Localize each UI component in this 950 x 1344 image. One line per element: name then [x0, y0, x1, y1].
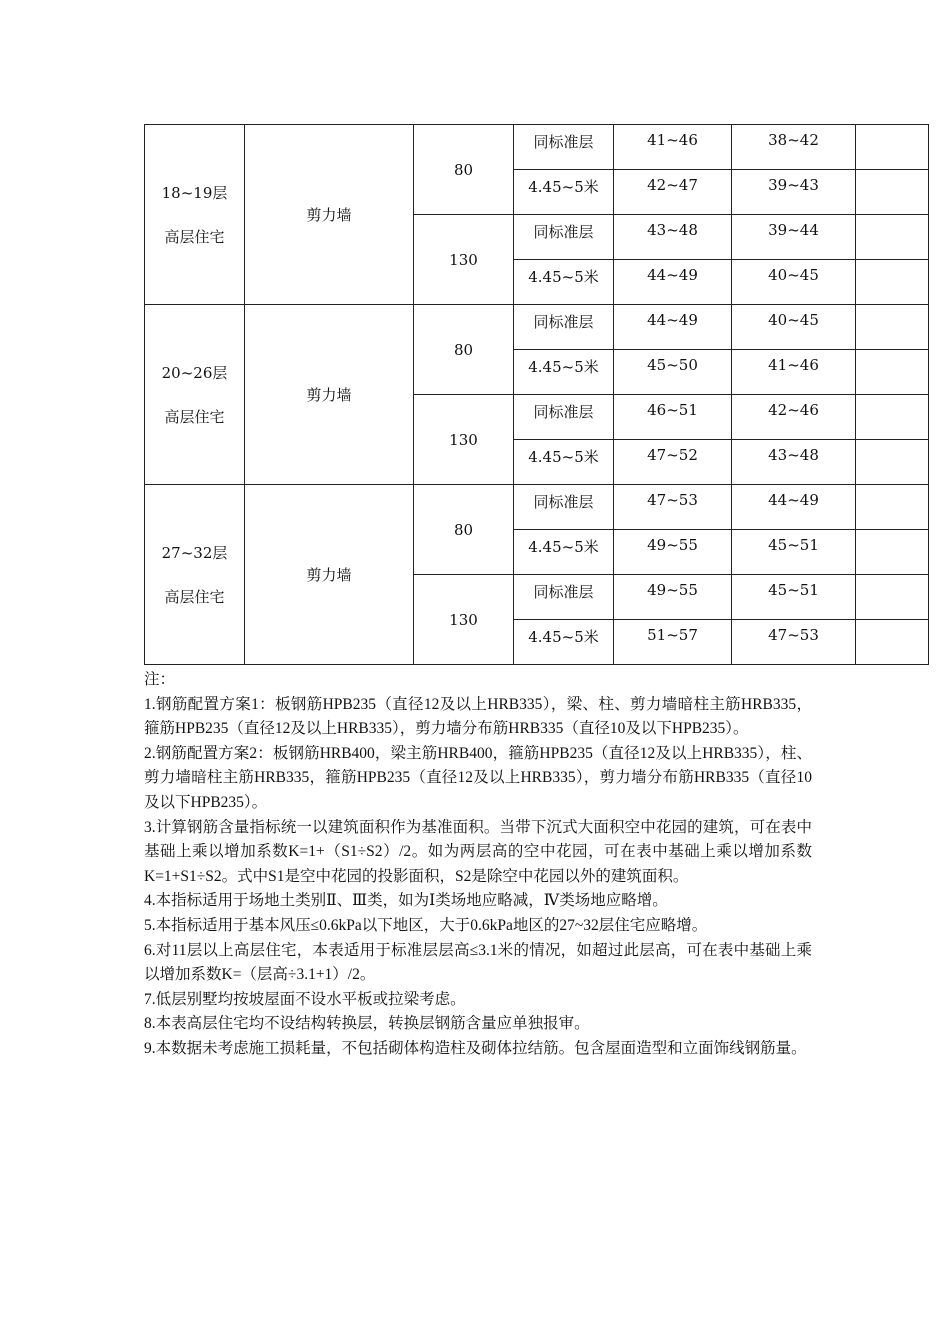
scheme-1-value-cell: 51~57	[614, 620, 732, 665]
remark-cell	[856, 170, 929, 215]
notes-section	[144, 668, 812, 1062]
floor-range: 18~19层	[161, 183, 228, 202]
slab-thickness-cell: 80	[414, 125, 514, 215]
building-type: 高层住宅	[164, 227, 225, 246]
scheme-1-value-cell: 49~55	[614, 575, 732, 620]
floor-range-cell	[145, 305, 245, 485]
building-type: 高层住宅	[164, 587, 225, 606]
scheme-2-value-cell: 47~53	[732, 620, 856, 665]
floor-height-cell: 同标准层	[514, 485, 614, 530]
scheme-1-value-cell: 47~52	[614, 440, 732, 485]
scheme-1-value-cell: 49~55	[614, 530, 732, 575]
structure-type-cell: 剪力墙	[245, 485, 414, 665]
note-item: 6.对11层以上高层住宅，本表适用于标准层层高≤3.1米的情况，如超过此层高，可在表中基础上乘以增加系数K=（层高÷3.1+1）/2。	[144, 941, 812, 984]
table-row	[145, 305, 929, 350]
remark-cell	[856, 215, 929, 260]
scheme-2-value-cell: 41~46	[732, 350, 856, 395]
scheme-1-value-cell: 47~53	[614, 485, 732, 530]
note-item: 2.钢筋配置方案2：板钢筋HRB400，梁主筋HRB400，箍筋HPB235（直径12及以上HRB335），柱、剪力墙暗柱主筋HRB335，箍筋HPB235（直径12及以上HRB335），剪力墙分布筋HRB335（直径10及以下HPB235）。	[144, 744, 812, 811]
floor-height-cell: 4.45~5米	[514, 620, 614, 665]
remark-cell	[856, 485, 929, 530]
notes-list	[144, 693, 812, 1062]
note-item: 8.本表高层住宅均不设结构转换层，转换层钢筋含量应单独报审。	[144, 1015, 590, 1033]
scheme-1-value-cell: 45~50	[614, 350, 732, 395]
floor-height-cell: 同标准层	[514, 305, 614, 350]
scheme-2-value-cell: 44~49	[732, 485, 856, 530]
scheme-2-value-cell: 40~45	[732, 305, 856, 350]
floor-height-cell: 同标准层	[514, 575, 614, 620]
scheme-1-value-cell: 42~47	[614, 170, 732, 215]
remark-cell	[856, 260, 929, 305]
scheme-2-value-cell: 39~43	[732, 170, 856, 215]
remark-cell	[856, 305, 929, 350]
scheme-2-value-cell: 40~45	[732, 260, 856, 305]
note-item: 1.钢筋配置方案1：板钢筋HPB235（直径12及以上HRB335），梁、柱、剪力墙暗柱主筋HRB335，箍筋HPB235（直径12及以上HRB335），剪力墙分布筋HRB335（直径10及以下HPB235）。	[144, 695, 812, 738]
steel-content-table	[144, 124, 929, 665]
table-row	[145, 485, 929, 530]
remark-cell	[856, 530, 929, 575]
remark-cell	[856, 440, 929, 485]
floor-range: 20~26层	[161, 363, 228, 382]
note-item: 4.本指标适用于场地土类别Ⅱ、Ⅲ类，如为Ⅰ类场地应略减，Ⅳ类场地应略增。	[144, 892, 668, 910]
slab-thickness-cell: 130	[414, 395, 514, 485]
remark-cell	[856, 575, 929, 620]
remark-cell	[856, 395, 929, 440]
building-type: 高层住宅	[164, 407, 225, 426]
scheme-1-value-cell: 46~51	[614, 395, 732, 440]
slab-thickness-cell: 130	[414, 215, 514, 305]
floor-range-cell	[145, 125, 245, 305]
scheme-2-value-cell: 42~46	[732, 395, 856, 440]
floor-height-cell: 同标准层	[514, 215, 614, 260]
floor-height-cell: 4.45~5米	[514, 170, 614, 215]
notes-title: 注：	[144, 671, 176, 688]
note-item: 3.计算钢筋含量指标统一以建筑面积作为基准面积。当带下沉式大面积空中花园的建筑，可在表中基础上乘以增加系数K=1+（S1÷S2）/2。如为两层高的空中花园，可在表中基础上乘以增加系数K=1+S1÷S2。式中S1是空中花园的投影面积，S2是除空中花园以外的建筑面积。	[144, 818, 812, 885]
scheme-2-value-cell: 38~42	[732, 125, 856, 170]
floor-height-cell: 4.45~5米	[514, 530, 614, 575]
remark-cell	[856, 350, 929, 395]
floor-height-cell: 同标准层	[514, 125, 614, 170]
remark-cell	[856, 620, 929, 665]
scheme-2-value-cell: 45~51	[732, 575, 856, 620]
floor-height-cell: 4.45~5米	[514, 260, 614, 305]
note-item: 5.本指标适用于基本风压≤0.6kPa以下地区，大于0.6kPa地区的27~32层住宅应略增。	[144, 916, 708, 934]
scheme-2-value-cell: 45~51	[732, 530, 856, 575]
slab-thickness-cell: 80	[414, 305, 514, 395]
floor-height-cell: 4.45~5米	[514, 350, 614, 395]
scheme-1-value-cell: 44~49	[614, 305, 732, 350]
structure-type-cell: 剪力墙	[245, 305, 414, 485]
slab-thickness-cell: 130	[414, 575, 514, 665]
structure-type-cell: 剪力墙	[245, 125, 414, 305]
note-item: 7.低层别墅均按坡屋面不设水平板或拉梁考虑。	[144, 990, 466, 1008]
floor-height-cell: 同标准层	[514, 395, 614, 440]
slab-thickness-cell: 80	[414, 485, 514, 575]
scheme-1-value-cell: 43~48	[614, 215, 732, 260]
floor-range-cell	[145, 485, 245, 665]
floor-range: 27~32层	[161, 543, 228, 562]
scheme-2-value-cell: 43~48	[732, 440, 856, 485]
floor-height-cell: 4.45~5米	[514, 440, 614, 485]
note-item: 9.本数据未考虑施工损耗量，不包括砌体构造柱及砌体拉结筋。包含屋面造型和立面饰线钢筋量。	[144, 1039, 807, 1057]
scheme-1-value-cell: 41~46	[614, 125, 732, 170]
table-row	[145, 125, 929, 170]
table-body	[145, 125, 929, 665]
scheme-2-value-cell: 39~44	[732, 215, 856, 260]
scheme-1-value-cell: 44~49	[614, 260, 732, 305]
remark-cell	[856, 125, 929, 170]
